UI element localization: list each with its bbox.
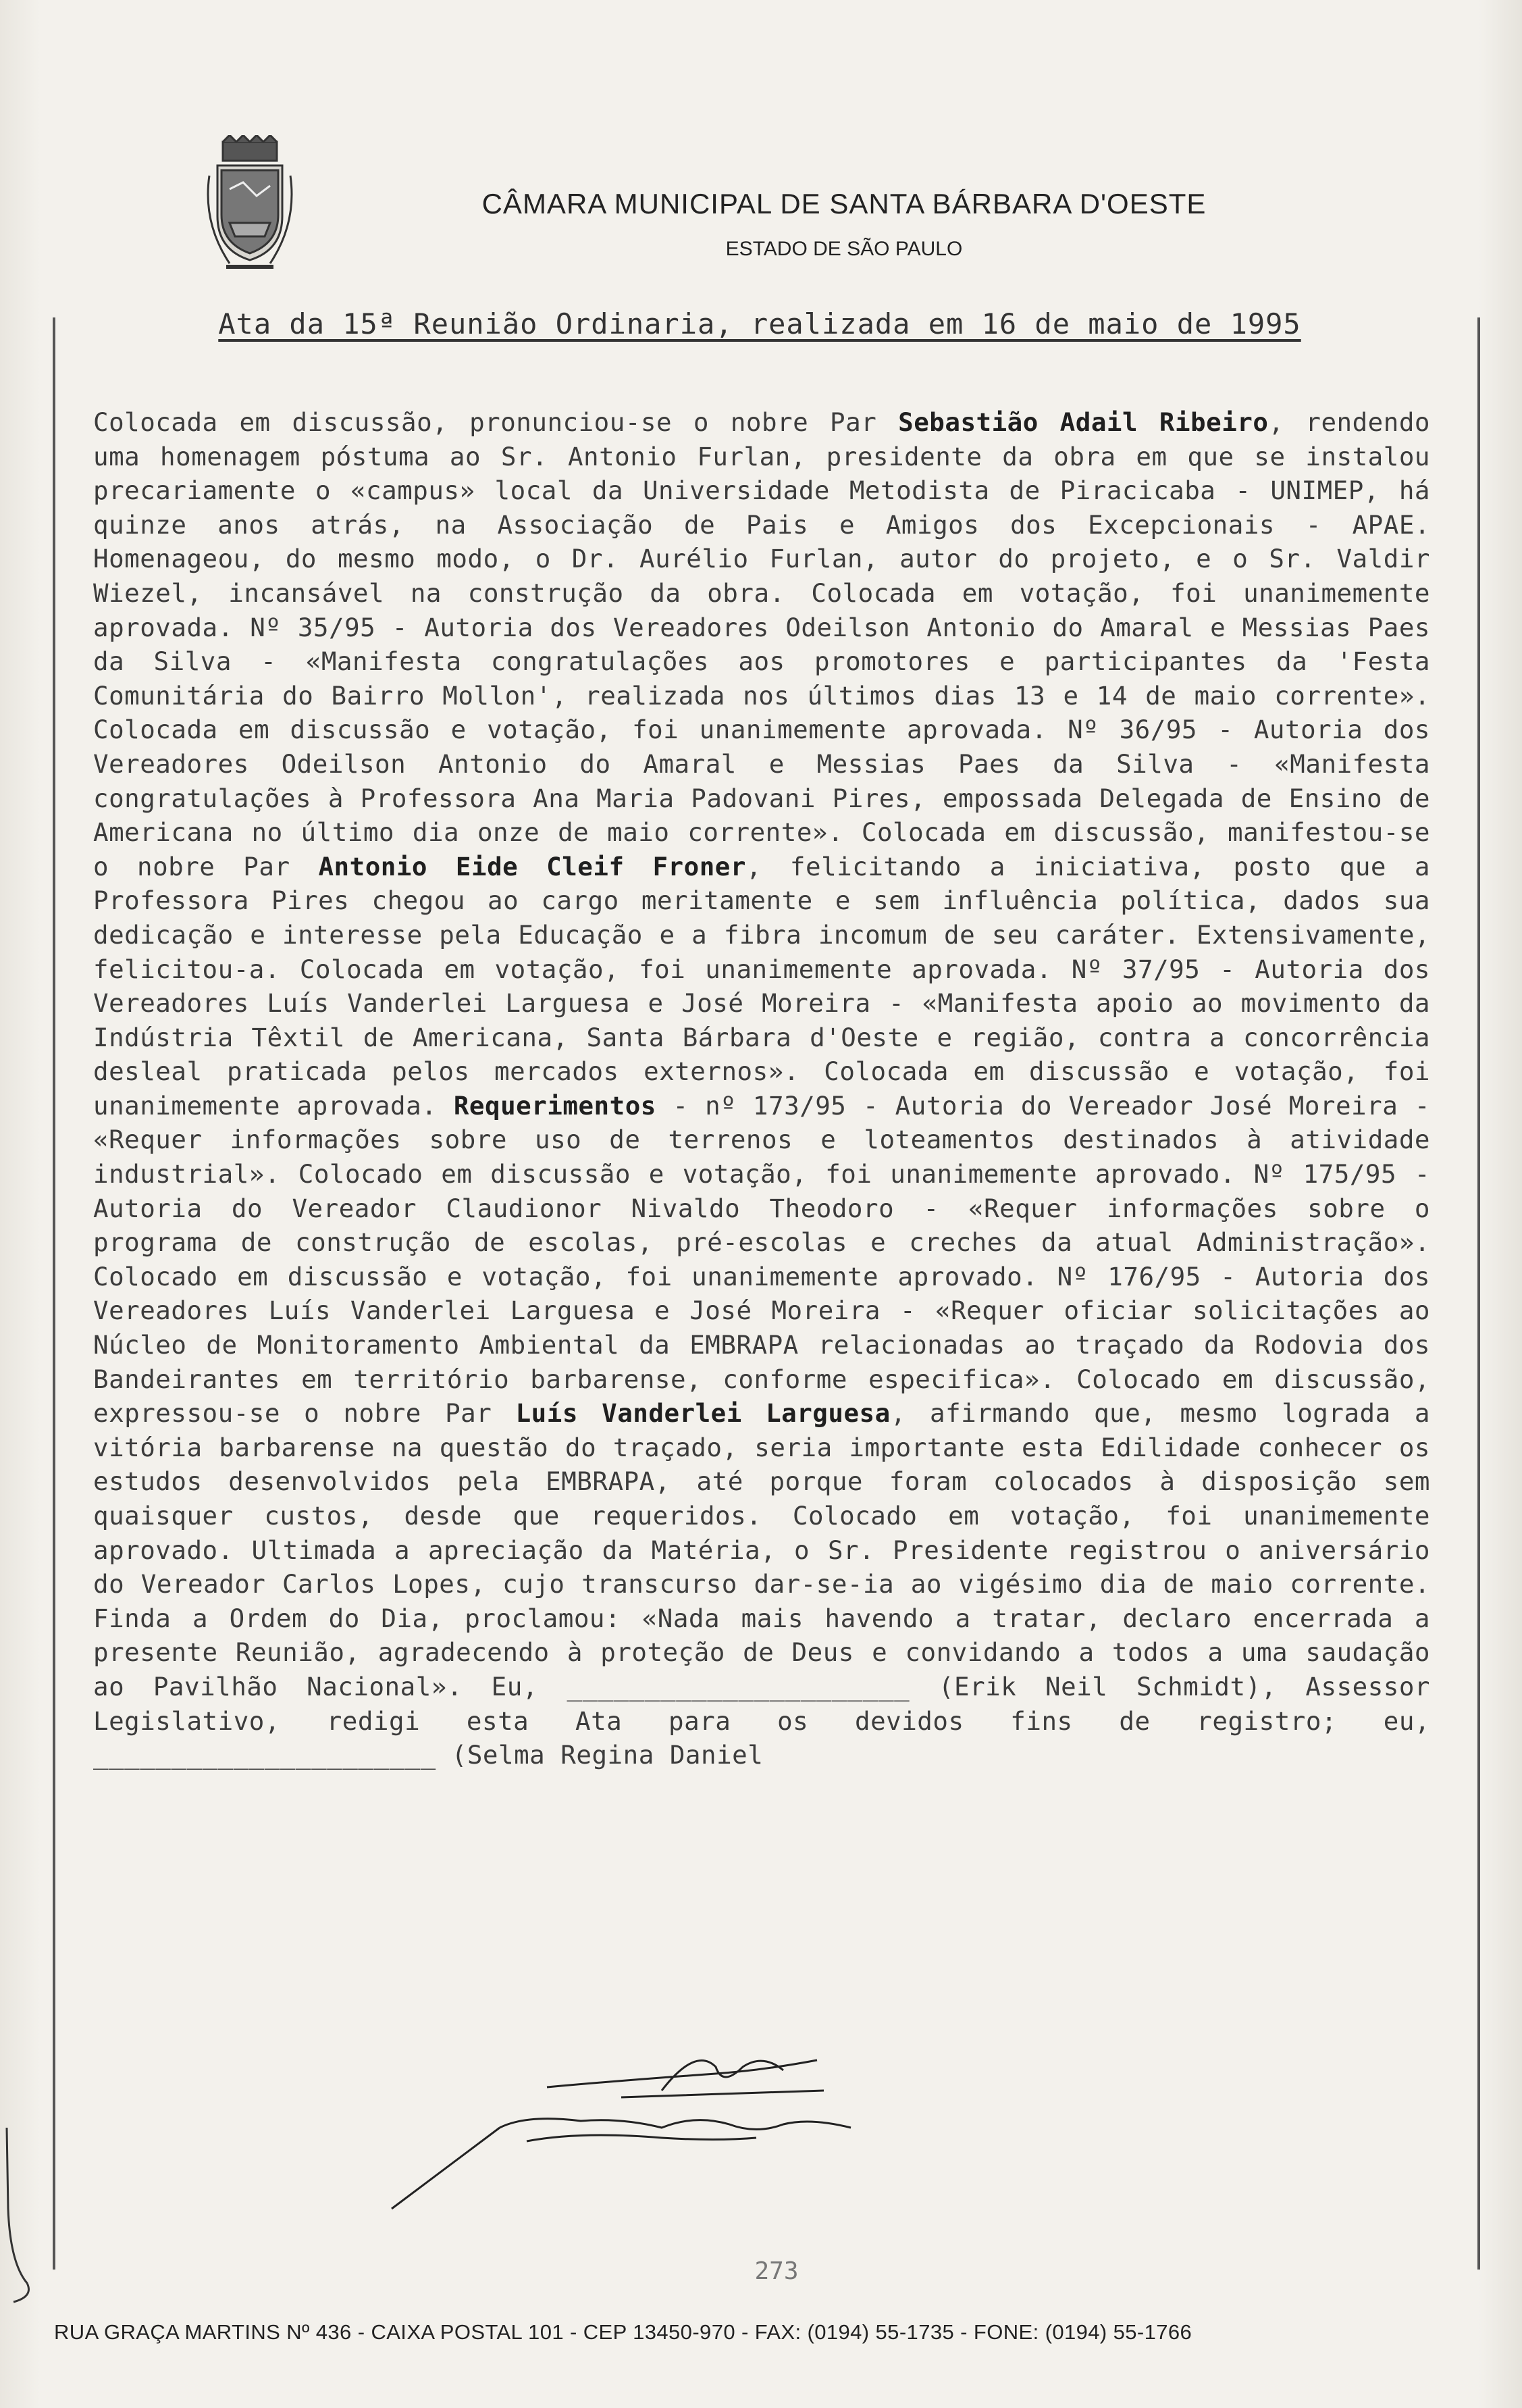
highlighted-name: Luís Vanderlei Larguesa bbox=[515, 1398, 891, 1429]
institution-subtitle: ESTADO DE SÃO PAULO bbox=[725, 238, 963, 260]
page-number: 273 bbox=[754, 2257, 799, 2285]
margin-pen-mark bbox=[0, 2128, 41, 2303]
paragraph-text: - nº 173/95 - Autoria do Vereador José Moreira - «Requer informações sobre uso de terrenos e loteamentos destinados à atividade industrial». Colocado em discussão e votação, foi unanimemente aprovado. Nº 175/95 - Autoria do Vereador Claudionor Nivaldo Theodoro - «Requer informações sobre o programa de construção de escolas, pré-escolas e creches da atual Administração». Colocado em discussão e votação, foi unanimemente aprovado. Nº 176/95 - Autoria dos Vereadores Luís Vanderlei Larguesa e José Moreira - «Requer oficiar solicitações ao Núcleo de Monitoramento Ambiental da EMBRAPA relacionadas ao traçado da Rodovia dos Bandeirantes em território barbarense, conforme especifica». Colocado em discussão, expressou-se o nobre Par bbox=[93, 1090, 1430, 1429]
paragraph-text: Colocada em discussão, pronunciou-se o nobre Par bbox=[93, 407, 899, 437]
paragraph-text: , afirmando que, mesmo lograda a vitória barbarense na questão do traçado, seria importante esta Edilidade conhecer os estudos desenvolvidos pela EMBRAPA, até porque foram colocados à disposição sem quaisquer custos, desde que requeridos. Colocado em votação, foi unanimemente aprovado. Ultimada a apreciação da Matéria, o Sr. Presidente registrou o aniversário do Vereador Carlos Lopes, cujo transcurso dar-se-ia ao vigésimo dia de maio corrente. Finda a Ordem do Dia, proclamou: «Nada mais havendo a tratar, declaro encerrada a presente Reunião, agradecendo à proteção de Deus e convidando a todos a uma saudação ao Pavilhão Nacional». Eu, ______________________ (Erik Neil Schmidt), Assessor Legislativo, redigi esta Ata para os devidos fins de registro; eu, ______________________ (Selma Regina Daniel bbox=[93, 1398, 1430, 1770]
left-margin-rule bbox=[53, 317, 55, 2270]
minutes-body bbox=[93, 405, 1430, 1772]
paragraph-text: , felicitando a iniciativa, posto que a Professora Pires chegou ao cargo meritamente e sem influência política, dados sua dedicação e interesse pela Educação e a fibra incomum de seu caráter. Extensivamente, felicitou-a. Colocada em votação, foi unanimemente aprovada. Nº 37/95 - Autoria dos Vereadores Luís Vanderlei Larguesa e José Moreira - «Manifesta apoio ao movimento da Indústria Têxtil de Americana, Santa Bárbara d'Oeste e região, contra a concorrência desleal praticada pelos mercados externos». Colocada em discussão e votação, foi unanimemente aprovada. bbox=[93, 851, 1430, 1121]
footer-address: RUA GRAÇA MARTINS Nº 436 - CAIXA POSTAL 101 - CEP 13450-970 - FAX: (0194) 55-1735 - FONE: (0194) 55-1766 bbox=[54, 2320, 1192, 2344]
right-margin-rule bbox=[1477, 317, 1480, 2270]
paragraph-text: , rendendo uma homenagem póstuma ao Sr. Antonio Furlan, presidente da obra em que se instalou precariamente o «campus» local da Universidade Metodista de Piracicaba - UNIMEP, há quinze anos atrás, na Associação de Pais e Amigos dos Excepcionais - APAE. Homenageou, do mesmo modo, o Dr. Aurélio Furlan, autor do projeto, e o Sr. Valdir Wiezel, incansável na construção da obra. Colocada em votação, foi unanimemente aprovada. Nº 35/95 - Autoria dos Vereadores Odeilson Antonio do Amaral e Messias Paes da Silva - «Manifesta congratulações aos promotores e participantes da 'Festa Comunitária do Bairro Mollon', realizada nos últimos dias 13 e 14 de maio corrente». Colocada em discussão e votação, foi unanimemente aprovada. Nº 36/95 - Autoria dos Vereadores Odeilson Antonio do Amaral e Messias Paes da Silva - «Manifesta congratulações à Professora Ana Maria Padovani Pires, empossada Delegada de Ensino de Americana no último dia onze de maio corrente». Colocada em discussão, manifestou-se o nobre Par bbox=[93, 407, 1430, 881]
highlighted-name: Requerimentos bbox=[453, 1090, 656, 1121]
document-title: Ata da 15ª Reunião Ordinaria, realizada em 16 de maio de 1995 bbox=[218, 307, 1301, 340]
highlighted-name: Sebastião Adail Ribeiro bbox=[898, 407, 1269, 437]
highlighted-name: Antonio Eide Cleif Froner bbox=[318, 851, 746, 881]
institution-title: CÂMARA MUNICIPAL DE SANTA BÁRBARA D'OESTE bbox=[481, 188, 1207, 220]
municipal-coat-of-arms-icon bbox=[203, 135, 297, 277]
